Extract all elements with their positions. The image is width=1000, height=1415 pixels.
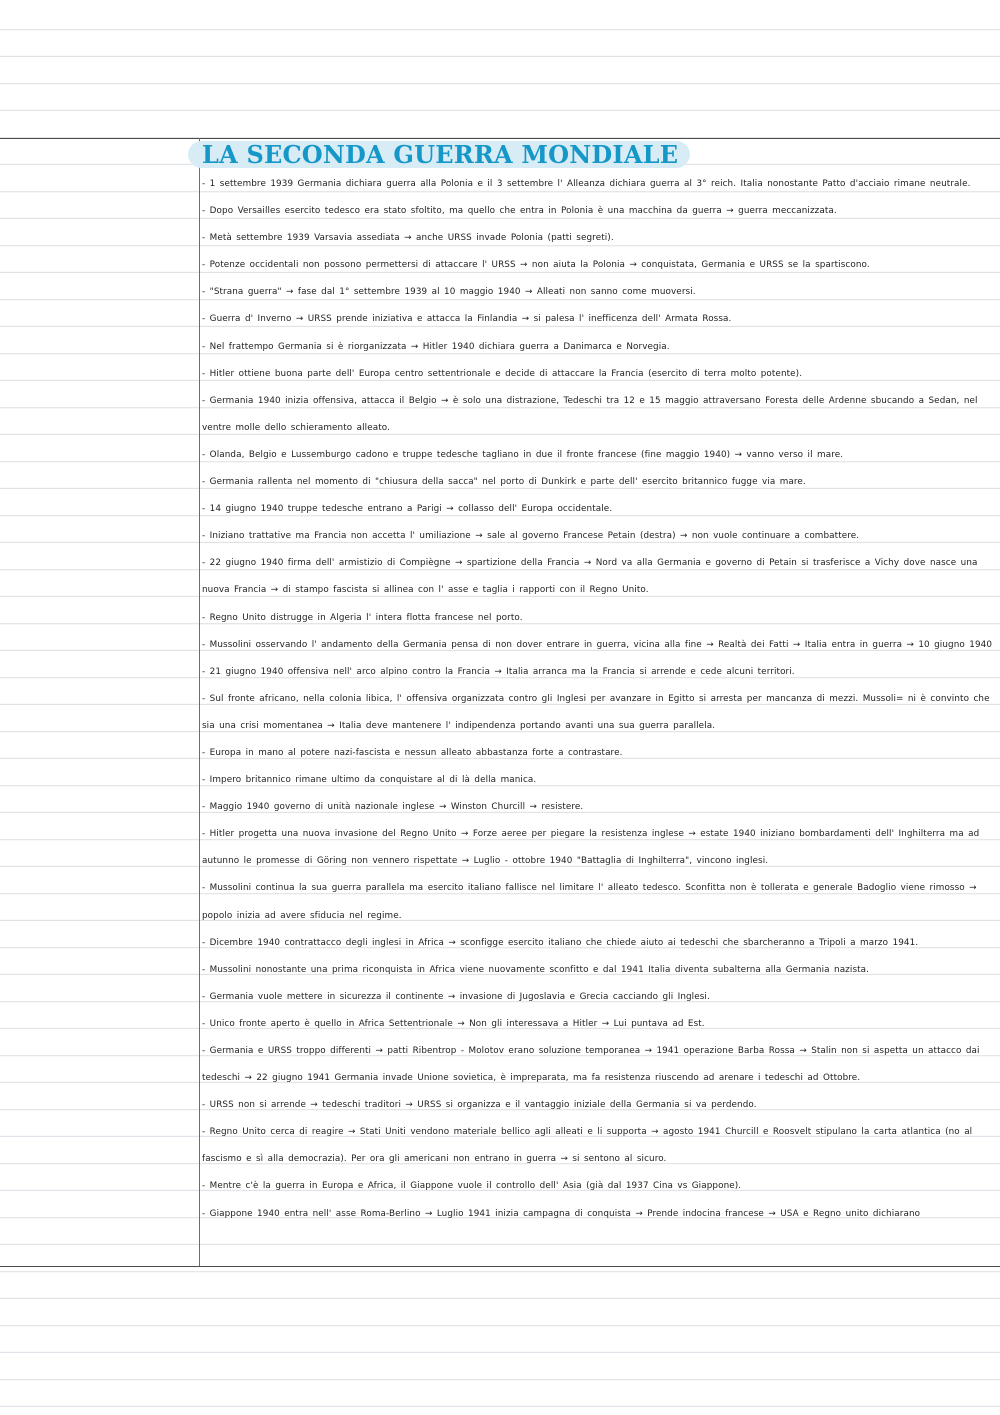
note-line: - Guerra d' Inverno → URSS prende iniziativa e attacca la Finlandia → si palesa l' inefficenza dell' Armata Rossa. [202, 314, 732, 325]
note-line: - Hitler progetta una nuova invasione del Regno Unito → Forze aeree per piegare la resistenza inglese → estate 1940 iniziano bombardamenti dell' Inghilterra ma ad autunno le promesse di Göring non vennero rispettate → Luglio - ottobre 1940 "Battaglia di Inghilterra", vincono inglesi. [202, 829, 980, 867]
note-line: - Nel frattempo Germania si è riorganizzata → Hitler 1940 dichiara guerra a Danimarca e Norvegia. [202, 341, 670, 352]
note-line: - 1 settembre 1939 Germania dichiara guerra alla Polonia e il 3 settembre l' Alleanza dichiara guerra al 3° reich. Italia nonostante Patto d'acciaio rimane neutrale. [202, 179, 971, 189]
note-line: - Germania e URSS troppo differenti → patti Ribentrop - Molotov erano soluzione temporanea → 1941 operazione Barba Rossa → Stalin non si aspetta un attacco dai tedeschi → 22 giugno 1941 Germania invade Unione sovietica, è impreparata, ma fa resistenza riuscendo ad arenare i tedeschi ad Ottobre. [202, 1046, 980, 1084]
note-line: - 21 giugno 1940 offensiva nell' arco alpino contro la Francia → Italia arranca ma la Francia si arrende e cede alcuni territori. [202, 666, 795, 677]
header-rule [0, 138, 1000, 139]
notes-list [202, 171, 998, 1228]
note-line: - Metà settembre 1939 Varsavia assediata → anche URSS invade Polonia (patti segreti). [202, 233, 614, 244]
note-line: - Germania 1940 inizia offensiva, attacca il Belgio → è solo una distrazione, Tedeschi tra 12 e 15 maggio attraversano Foresta delle Ardenne sbucando a Sedan, nel ventre molle dello schieramento alleato. [202, 395, 978, 433]
note-line: - Germania rallenta nel momento di "chiusura della sacca" nel porto di Dunkirk e parte dell' esercito britannico fugge via mare. [202, 477, 806, 488]
note-line: - Unico fronte aperto è quello in Africa Settentrionale → Non gli interessava a Hitler → Lui puntava ad Est. [202, 1018, 705, 1029]
note-line: - Giappone 1940 entra nell' asse Roma-Berlino → Luglio 1941 inizia campagna di conquista → Prende indocina francese → USA e Regno unito dichiarano [202, 1208, 921, 1219]
note-line: - Mussolini osservando l' andamento della Germania pensa di non dover entrare in guerra, vicina alla fine → Realtà dei Fatti → Italia entra in guerra → 10 giugno 1940 [202, 639, 993, 650]
note-line: - 14 giugno 1940 truppe tedesche entrano a Parigi → collasso dell' Europa occidentale. [202, 504, 613, 515]
note-line: - Europa in mano al potere nazi-fascista e nessun alleato abbastanza forte a contrastare. [202, 747, 623, 758]
note-line: - Regno Unito cerca di reagire → Stati Uniti vendono materiale bellico agli alleati e li supporta → agosto 1941 Churcill e Roosvelt stipulano la carta atlantica (no al fascismo e sì alla democrazia). Per ora gli americani non entrano in guerra → si sentono al sicuro. [202, 1127, 973, 1165]
note-line: - "Strana guerra" → fase dal 1° settembre 1939 al 10 maggio 1940 → Alleati non sanno come muoversi. [202, 287, 696, 298]
margin-line [199, 138, 200, 1266]
page-title: LA SECONDA GUERRA MONDIALE [188, 141, 690, 168]
note-line: - Potenze occidentali non possono permettersi di attaccare l' URSS → non aiuta la Polonia → conquistata, Germania e URSS se la spartiscono. [202, 260, 870, 271]
note-line: - Impero britannico rimane ultimo da conquistare al di là della manica. [202, 775, 537, 786]
note-line: - Mussolini nonostante una prima riconquista in Africa viene nuovamente sconfitto e dal 1941 Italia diventa subalterna alla Germania nazista. [202, 964, 870, 975]
note-line: - Iniziano trattative ma Francia non accetta l' umiliazione → sale al governo Francese Petain (destra) → non vuole continuare a combattere. [202, 531, 860, 542]
note-line: - Mussolini continua la sua guerra parallela ma esercito italiano fallisce nel limitare l' alleato tedesco. Sconfitta non è tollerata e generale Badoglio viene rimosso → popolo inizia ad avere sfiducia nel regime. [202, 883, 977, 921]
note-line: - Dopo Versailles esercito tedesco era stato sfoltito, ma quello che entra in Polonia è una macchina da guerra → guerra meccanizzata. [202, 206, 837, 217]
note-line: - Mentre c'è la guerra in Europa e Africa, il Giappone vuole il controllo dell' Asia (già dal 1937 Cina vs Giappone). [202, 1181, 742, 1192]
note-line: - Hitler ottiene buona parte dell' Europa centro settentrionale e decide di attaccare la Francia (esercito di terra molto potente). [202, 368, 803, 379]
note-line: - Dicembre 1940 contrattacco degli inglesi in Africa → sconfigge esercito italiano che chiede aiuto ai tedeschi che sbarcheranno a Tripoli a marzo 1941. [202, 937, 919, 948]
note-line: - Sul fronte africano, nella colonia libica, l' offensiva organizzata contro gli Inglesi per avanzare in Egitto si arresta per mancanza di mezzi. Mussoli= ni è convinto che sia una crisi momentanea → Italia deve mantenere l' indipendenza portando avanti una sua guerra parallela. [202, 693, 990, 731]
note-line: - Germania vuole mettere in sicurezza il continente → invasione di Jugoslavia e Grecia cacciando gli Inglesi. [202, 991, 710, 1002]
note-line: - URSS non si arrende → tedeschi traditori → URSS si organizza e il vantaggio iniziale della Germania si va perdendo. [202, 1100, 757, 1111]
footer-rule [0, 1266, 1000, 1267]
note-line: - Maggio 1940 governo di unità nazionale inglese → Winston Churcill → resistere. [202, 802, 584, 813]
note-line: - 22 giugno 1940 firma dell' armistizio di Compiègne → spartizione della Francia → Nord va alla Germania e governo di Petain si trasferisce a Vichy dove nasce una nuova Francia → di stampo fascista si allinea con l' asse e taglia i rapporti con il Regno Unito. [202, 558, 978, 596]
note-line: - Olanda, Belgio e Lussemburgo cadono e truppe tedesche tagliano in due il fronte francese (fine maggio 1940) → vanno verso il mare. [202, 449, 844, 460]
note-line: - Regno Unito distrugge in Algeria l' intera flotta francese nel porto. [202, 612, 523, 623]
